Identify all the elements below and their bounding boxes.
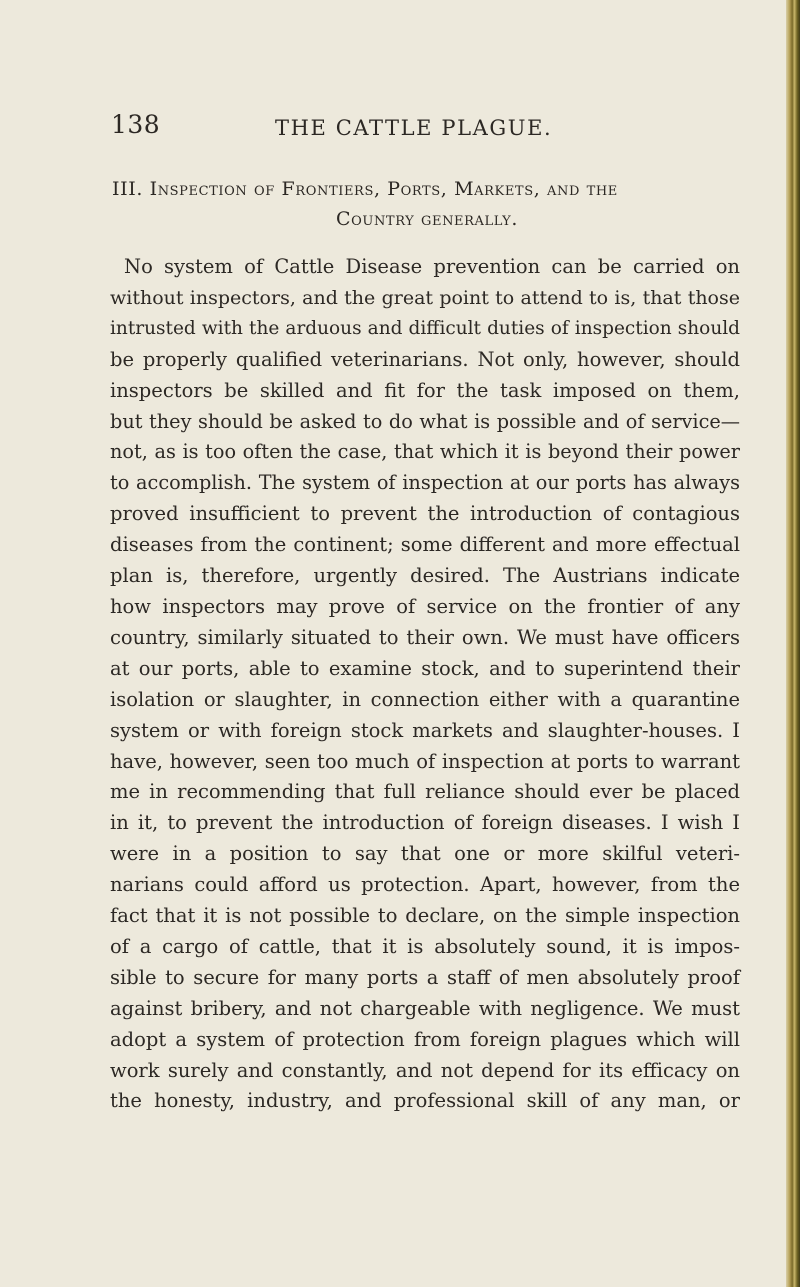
text-line: intrusted with the arduous and difficult duties of inspection should bbox=[110, 317, 740, 339]
page-number: 138 bbox=[111, 110, 161, 139]
page-edge bbox=[786, 0, 800, 1287]
text-line: country, similarly situated to their own. We must have officers bbox=[110, 625, 740, 649]
text-line: have, however, seen too much of inspection at ports to warrant bbox=[110, 749, 740, 773]
text-line: narians could afford us protection. Apart, however, from the bbox=[110, 873, 740, 897]
text-line: me in recommending that full reliance should ever be placed bbox=[110, 780, 740, 804]
text-line: fact that it is not possible to declare, on the simple inspection bbox=[110, 904, 740, 928]
text-line: system or with foreign stock markets and slaughter-houses. I bbox=[110, 718, 740, 742]
text-line: the honesty, industry, and professional skill of any man, or bbox=[110, 1089, 740, 1113]
running-title: THE CATTLE PLAGUE. bbox=[275, 116, 553, 140]
text-line: work surely and constantly, and not depend for its efficacy on bbox=[110, 1058, 740, 1082]
text-line: of a cargo of cattle, that it is absolutely sound, it is impos- bbox=[110, 934, 740, 958]
section-heading-line-2: Country generally. bbox=[336, 208, 518, 230]
text-line: be properly qualified veterinarians. Not only, however, should bbox=[110, 347, 740, 371]
text-line: in it, to prevent the introduction of foreign diseases. I wish I bbox=[110, 811, 740, 835]
text-line: adopt a system of protection from foreign plagues which will bbox=[110, 1027, 740, 1051]
text-line: plan is, therefore, urgently desired. The Austrians indicate bbox=[110, 564, 740, 588]
section-heading bbox=[112, 174, 742, 234]
text-line: sible to secure for many ports a staff of men absolutely proof bbox=[110, 965, 740, 989]
text-line: to accomplish. The system of inspection at our ports has always bbox=[110, 471, 740, 495]
text-line: without inspectors, and the great point to attend to is, that those bbox=[110, 286, 740, 309]
text-line: were in a position to say that one or more skilful veteri- bbox=[110, 842, 740, 866]
text-line: isolation or slaughter, in connection either with a quarantine bbox=[110, 687, 740, 711]
text-line: but they should be asked to do what is possible and of service— bbox=[110, 409, 740, 433]
text-line: inspectors be skilled and fit for the task imposed on them, bbox=[110, 378, 740, 402]
text-line: at our ports, able to examine stock, and to superintend their bbox=[110, 656, 740, 680]
section-heading-line-1: III. Inspection of Frontiers, Ports, Markets, and the bbox=[112, 178, 618, 200]
text-line: diseases from the continent; some different and more effectual bbox=[110, 533, 740, 557]
text-line: No system of Cattle Disease prevention can be carried on bbox=[124, 255, 740, 278]
text-line: how inspectors may prove of service on the frontier of any bbox=[110, 594, 740, 618]
text-line: proved insufficient to prevent the introduction of contagious bbox=[110, 502, 740, 526]
text-line: against bribery, and not chargeable with negligence. We must bbox=[110, 996, 740, 1020]
body-paragraph bbox=[110, 252, 740, 1117]
text-line: not, as is too often the case, that which it is beyond their power bbox=[110, 440, 740, 464]
